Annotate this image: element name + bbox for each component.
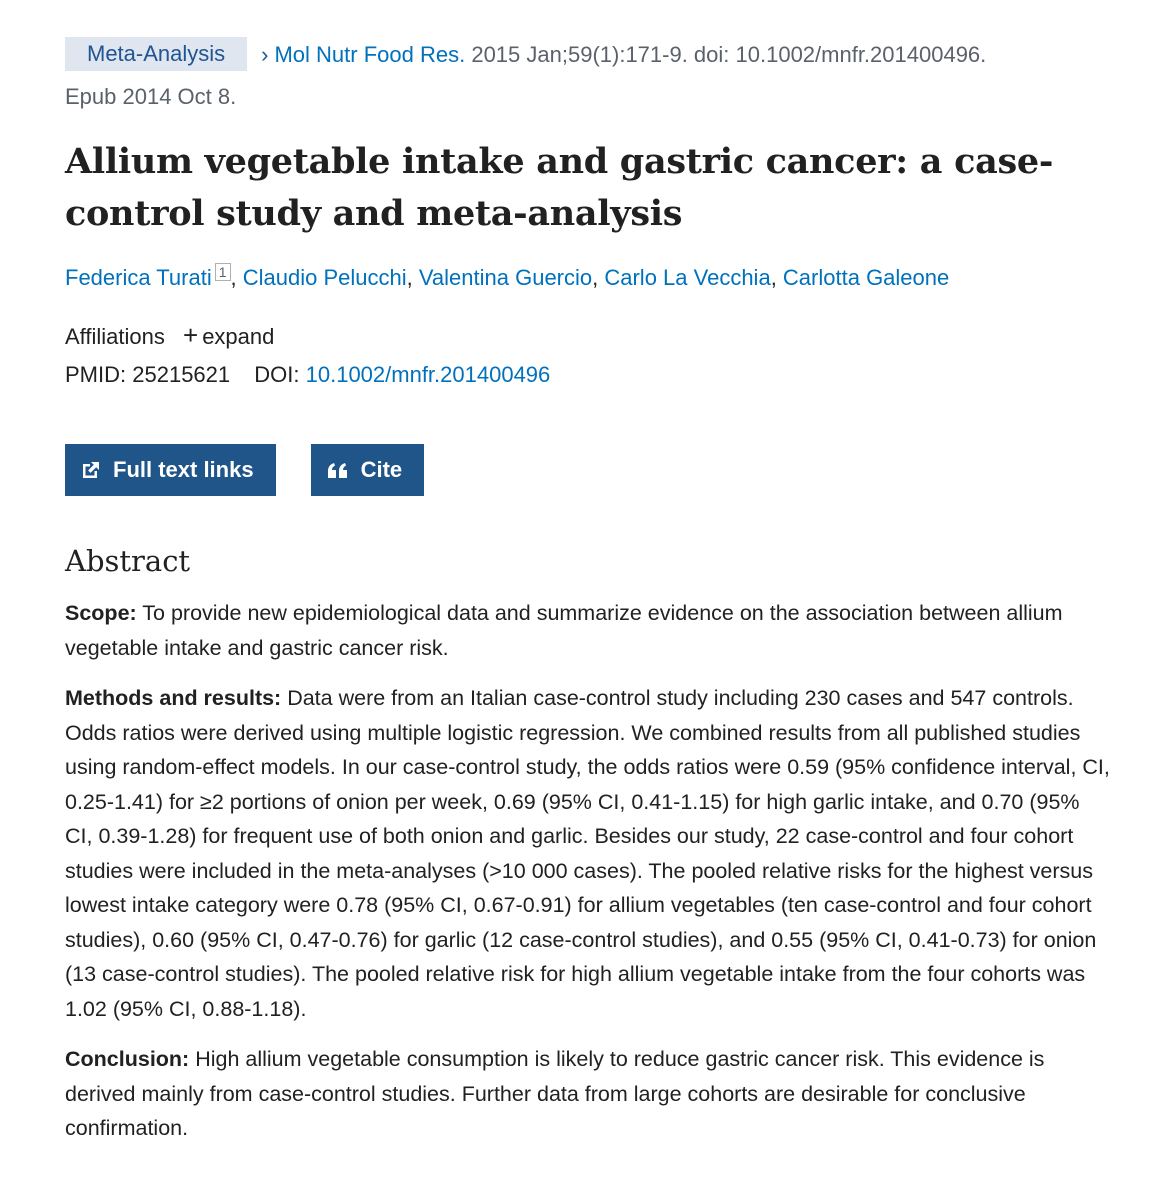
doi-link[interactable]: 10.1002/mnfr.201400496 xyxy=(305,362,551,387)
abstract-heading: Abstract xyxy=(65,544,191,578)
methods-text: Data were from an Italian case-control study including 230 cases and 547 controls. Odds ratios were derived using multiple logistic regression. We combined results from all published studies using random-effect models. In our case-control study, the odds ratios were 0.59 (95% confidence interval, CI, 0.25-1.41) for ≥2 portions of onion per week, 0.69 (95% CI, 0.41-1.15) for high garlic intake, and 0.70 (95% CI, 0.39-1.28) for frequent use of both onion and garlic. Besides our study, 22 case-control and four cohort studies were included in the meta-analyses (>10 000 cases). The pooled relative risks for the highest versus lowest intake category were 0.78 (95% CI, 0.67-0.91) for allium vegetables (ten case-control and four cohort studies), 0.60 (95% CI, 0.47-0.76) for garlic (12 case-control studies), and 0.55 (95% CI, 0.41-0.73) for onion (13 case-control studies). The pooled relative risk for high allium vegetable intake from the four cohorts was 1.02 (95% CI, 0.88-1.18). xyxy=(65,686,1110,1021)
cite-button[interactable] xyxy=(311,444,425,496)
expand-label: expand xyxy=(202,324,275,349)
cite-label: Cite xyxy=(360,457,403,482)
pmid-value: 25215621 xyxy=(132,362,231,387)
citation-line xyxy=(65,34,1110,118)
quote-icon xyxy=(327,461,349,479)
pmid-label: PMID: xyxy=(65,362,127,387)
abstract-conclusion xyxy=(65,1042,1110,1146)
article-title: Allium vegetable intake and gastric cancer: a case-control study and meta-analysis xyxy=(65,141,1054,234)
external-link-icon xyxy=(81,460,101,480)
journal-link[interactable]: Mol Nutr Food Res. xyxy=(274,42,466,67)
abstract-scope xyxy=(65,596,1110,665)
plus-icon: + xyxy=(183,320,199,350)
doi-label: DOI: xyxy=(254,362,300,387)
author-link[interactable]: Carlo La Vecchia xyxy=(604,265,771,290)
abstract-methods-results xyxy=(65,681,1110,1026)
author-list: Federica Turati $^1$ , Claudio Pelucchi, Valentina Guercio, Carlo La Vecchia, Carlotta Galeone xyxy=(65,263,950,290)
affiliation-marker[interactable]: 1 xyxy=(215,263,231,281)
author-link[interactable]: Carlotta Galeone xyxy=(782,265,950,290)
action-buttons xyxy=(65,444,1110,496)
affiliations-row xyxy=(65,316,1110,356)
chevron-right-icon: › xyxy=(261,42,269,67)
identifiers-row xyxy=(65,356,1110,394)
conclusion-label: Conclusion: xyxy=(65,1047,190,1071)
author-link[interactable]: Federica Turati xyxy=(65,265,212,290)
affiliations-expand-toggle[interactable] xyxy=(183,320,275,350)
affiliations-label: Affiliations xyxy=(65,324,165,349)
conclusion-text: High allium vegetable consumption is likely to reduce gastric cancer risk. This evidence is derived mainly from case-control studies. Further data from large cohorts are desirable for conclusive confirmation. xyxy=(65,1047,1045,1140)
author-link[interactable]: Claudio Pelucchi xyxy=(242,265,407,290)
author-link[interactable]: Valentina Guercio xyxy=(418,265,593,290)
full-text-links-label: Full text links xyxy=(113,457,254,482)
epub-date: Epub 2014 Oct 8. xyxy=(65,84,237,109)
scope-label: Scope: xyxy=(65,601,137,625)
full-text-links-button[interactable] xyxy=(65,444,276,496)
methods-label: Methods and results: xyxy=(65,686,282,710)
citation-details: 2015 Jan;59(1):171-9. doi: 10.1002/mnfr.201400496. xyxy=(465,42,987,67)
publication-type-badge[interactable]: Meta-Analysis xyxy=(65,37,247,71)
scope-text: To provide new epidemiological data and summarize evidence on the association between allium vegetable intake and gastric cancer risk. xyxy=(65,601,1063,660)
